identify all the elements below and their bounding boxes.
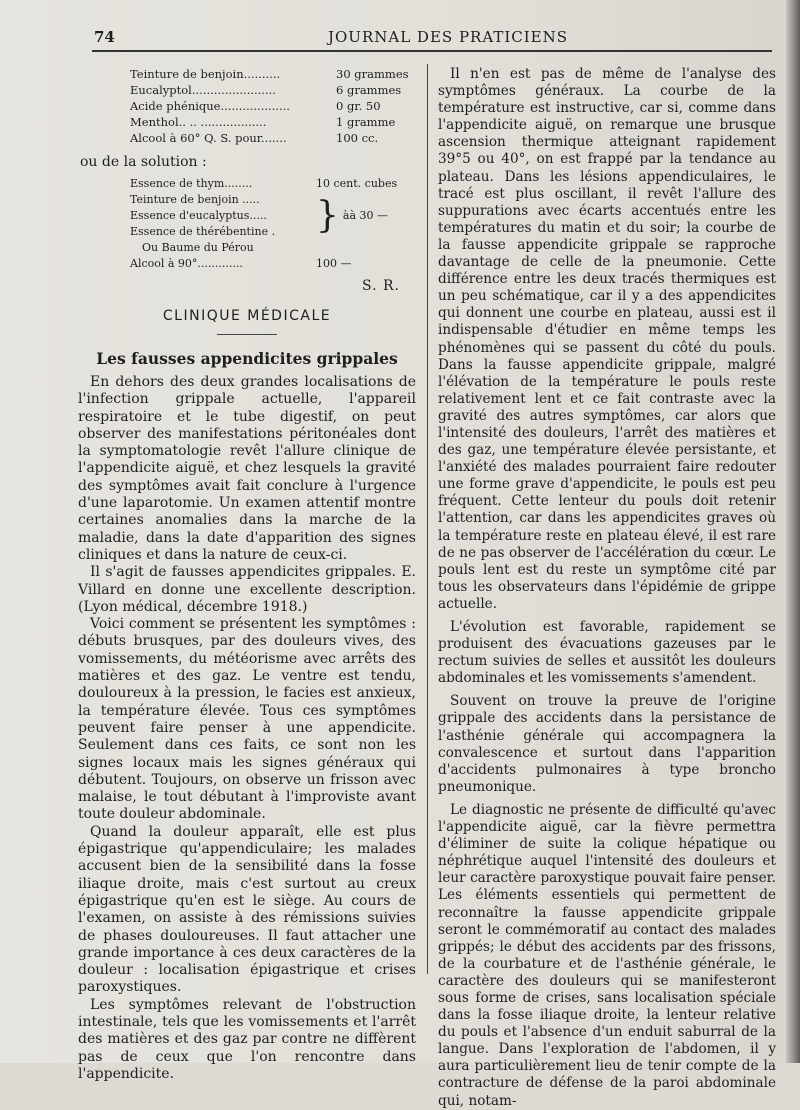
formula-row: Alcool à 60° Q. S. pour....... 100 cc.	[130, 131, 379, 145]
formula-row: Eucalyptol....................... 6 grammes	[130, 83, 402, 97]
page-edge-shadow	[786, 0, 800, 1063]
paragraph: Quand la douleur apparaît, elle est plus épigastrique qu'appendiculaire; les malades accusent bien de la sensibilité dans la fosse iliaque droite, mais c'est surtout au creux épigastrique qu'en est le siège. Au cours de l'examen, on assiste à des rémissions suivies de phases douloureuses. Il faut attacher une grande importance à ces deux caractères de la douleur : localisation épigastrique et crises paroxystiques.	[78, 823, 416, 996]
formula-row: Acide phénique................... 0 gr. 50	[130, 99, 381, 113]
page-header	[0, 28, 800, 50]
article-title: Les fausses appendicites grippales	[96, 349, 398, 368]
paragraph: Il n'en est pas de même de l'analyse des symptômes généraux. La courbe de la température est instructive, car si, comme dans l'appendicite aiguë, on remarque une brusque ascension thermique atteignant rapidement 39°5 ou 40°, on est frappé par la tendance au plateau. Dans les lésions appendiculaires, le tracé est plus oscillant, il revêt l'allure des suppurations avec écarts accentués entre les températures du matin et du soir; la courbe de la fausse appendicite grippale se rapproche davantage de celle de la pneumonie. Cette différence entre les deux tracés thermiques est un peu schématique, car il y a des appendicites qui donnent une courbe en plateau, aussi est il indispensable d'étudier en même temps les phénomènes qui se passent du côté du pouls. Dans la fausse appendicite grippale, malgré l'élévation de la température le pouls reste relativement lent et ce fait contraste avec la gravité des autres symptômes, car alors que l'intensité des douleurs, l'arrêt des matières et des gaz, une température élevée persistante, et l'anxiété des malades pourraient faire redouter une forme grave d'appendicite, le pouls est peu fréquent. Cette lenteur du pouls doit retenir l'attention, car dans les appendicites graves où la température reste en plateau élevé, il est rare de ne pas observer de l'accélération du cœur. Le pouls lent est du reste un symptôme cité par tous les observateurs dans l'épidémie de grippe actuelle.	[438, 66, 776, 612]
formula-row: Alcool à 90°............. 100 —	[130, 257, 352, 270]
section-rule	[217, 334, 277, 335]
formula-note: Ou Baume du Pérou	[142, 241, 254, 254]
formula-row: Teinture de benjoin.......... 30 grammes	[130, 67, 409, 81]
paragraph: Voici comment se présentent les symptômes : débuts brusques, par des douleurs vives, des vomissements, du météorisme avec arrêts des matières et des gaz. Le ventre est tendu, douloureux à la pression, le facies est anxieux, la température élevée. Tous ces symptômes peuvent faire penser à une appendicite. Seulement dans ces faits, ce sont non les signes locaux mais les signes généraux qui débutent. Toujours, on observe un frisson avec malaise, le tout débutant à l'improviste avant toute douleur abdominale.	[78, 616, 416, 823]
formula-row: Essence de thym........ 10 cent. cubes	[130, 177, 398, 190]
right-column	[438, 66, 776, 1110]
or-solution-line: ou de la solution :	[80, 154, 207, 170]
brace: }	[316, 195, 339, 236]
left-column	[78, 66, 416, 1083]
formula-row: Menthol.. .. .................. 1 gramme	[130, 115, 396, 129]
paragraph: Les symptômes relevant de l'obstruction intestinale, tels que les vomissements et l'arrêt des matières et des gaz par contre ne diffèrent pas de ceux que l'on rencontre dans l'appendicite.	[78, 996, 416, 1082]
column-divider	[427, 64, 428, 974]
paragraph: Le diagnostic ne présente de difficulté qu'avec l'appendicite aiguë, car la fièvre permettra d'éliminer de suite la colique hépatique ou néphrétique auquel l'intensité des douleurs et leur caractère paroxystique pouvait faire penser. Les éléments essentiels qui permettent de reconnaître la fausse appendicite grippale seront le commémoratif au contact des malades grippés; le début des accidents par des frissons, de la courbature et de l'asthénie générale, le caractère des douleurs qui se manifesteront sous forme de crises, sans localisation spéciale dans la fosse iliaque droite, la lenteur relative du pouls et l'absence d'un enduit saburral de la langue. Dans l'exploration de l'abdomen, il y aura particulièrement lieu de tenir compte de la contracture de défense de la paroi abdominale qui, notam-	[438, 801, 776, 1109]
header-rule	[92, 50, 772, 52]
paragraph: En dehors des deux grandes localisations de l'infection grippale actuelle, l'appareil respiratoire et le tube digestif, on peut observer des manifestations péritonéales dont la symptomatologie revêt l'allure clinique de l'appendicite aiguë, et chez lesquels la gravité des symptômes avait fait conclure à l'urgence d'une laparotomie. Un examen attentif montre certaines anomalies dans la marche de la maladie, dans la date d'apparition des signes cliniques et dans la nature de ceux-ci.	[78, 374, 416, 563]
formula-list	[130, 66, 410, 146]
journal-title: JOURNAL DES PRATICIENS	[328, 28, 569, 46]
formula-group: Teinture de benjoin ..... Essence d'eucalyptus..... Essence de thérébentine . } àà 30 —	[130, 193, 389, 238]
solution-formula	[130, 176, 410, 272]
signature: S. R.	[362, 278, 400, 294]
section-title: CLINIQUE MÉDICALE	[162, 308, 332, 324]
paragraph: Souvent on trouve la preuve de l'origine grippale des accidents dans la persistance de l'asthénie générale qui accompagnera la convalescence et surtout dans l'apparition d'accidents pulmonaires à type broncho pneumonique.	[438, 693, 776, 795]
paragraph: L'évolution est favorable, rapidement se produisent des évacuations gazeuses par le rectum suivies de selles et aussitôt les douleurs abdominales et les vomissements s'amendent.	[438, 619, 776, 687]
page-number: 74	[94, 28, 115, 46]
paragraph: Il s'agit de fausses appendicites grippales. E. Villard en donne une excellente description. (Lyon médical, décembre 1918.)	[78, 564, 416, 615]
